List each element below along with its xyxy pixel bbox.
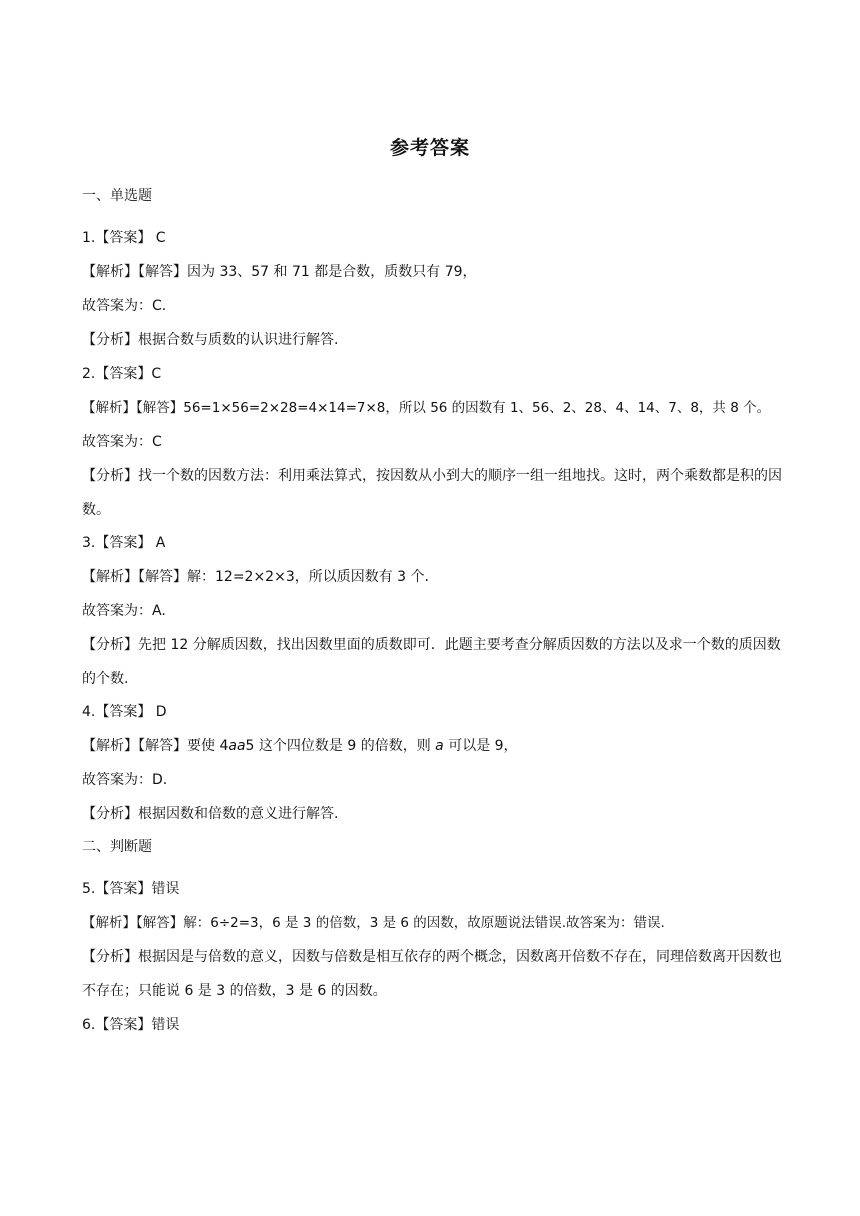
q4-analysis-post: 可以是 9， (443, 738, 518, 754)
q3-answer: 3.【答案】 A (82, 535, 166, 551)
q4-analysis (82, 735, 782, 757)
q2-answer: 2.【答案】C (82, 366, 162, 382)
q3-analysis: 【解析】【解答】解：12=2×2×3，所以质因数有 3 个. (82, 569, 429, 585)
q4-conclusion: 故答案为：D. (82, 772, 168, 788)
q2-conclusion: 故答案为：C (82, 434, 162, 450)
q2-note: 【分析】找一个数的因数方法：利用乘法算式，按因数从小到大的顺序一组一组地找。这时，两个乘数都是积的因数。 (82, 468, 782, 518)
section-heading-single-choice: 一、单选题 (82, 188, 152, 204)
q4-analysis-pre: 【解析】【解答】要使 4 (82, 738, 229, 754)
q4-analysis-mid: 5 这个四位数是 9 的倍数，则 (245, 738, 436, 754)
q4-variable-a: a (435, 738, 444, 754)
q1-note: 【分析】根据合数与质数的认识进行解答. (82, 332, 339, 348)
q4-note: 【分析】根据因数和倍数的意义进行解答. (82, 806, 339, 822)
q2-analysis: 【解析】【解答】56=1×56=2×28=4×14=7×8，所以 56 的因数有 1、56、2、28、4、14、7、8，共 8 个。 (82, 400, 771, 416)
q1-answer: 1.【答案】 C (82, 230, 166, 246)
q4-variable-aa: aa (228, 738, 246, 754)
q5-note: 【分析】根据因是与倍数的意义，因数与倍数是相互依存的两个概念，因数离开倍数不存在，同理倍数离开因数也不存在；只能说 6 是 3 的倍数，3 是 6 的因数。 (82, 949, 782, 999)
q6-answer: 6.【答案】错误 (82, 1017, 180, 1033)
section-heading-true-false: 二、判断题 (82, 839, 152, 855)
q5-analysis: 【解析】【解答】解：6÷2=3，6 是 3 的倍数，3 是 6 的因数，故原题说法错误.故答案为：错误. (82, 915, 665, 931)
q1-analysis: 【解析】【解答】因为 33、57 和 71 都是合数，质数只有 79， (82, 264, 477, 280)
q3-note: 【分析】先把 12 分解质因数，找出因数里面的质数即可．此题主要考查分解质因数的方法以及求一个数的质因数的个数. (82, 637, 781, 687)
q1-conclusion: 故答案为：C. (82, 298, 167, 314)
q3-conclusion: 故答案为：A. (82, 603, 166, 619)
page-title: 参考答案 (389, 137, 470, 159)
q4-answer: 4.【答案】 D (82, 704, 167, 720)
q5-answer: 5.【答案】错误 (82, 881, 180, 897)
